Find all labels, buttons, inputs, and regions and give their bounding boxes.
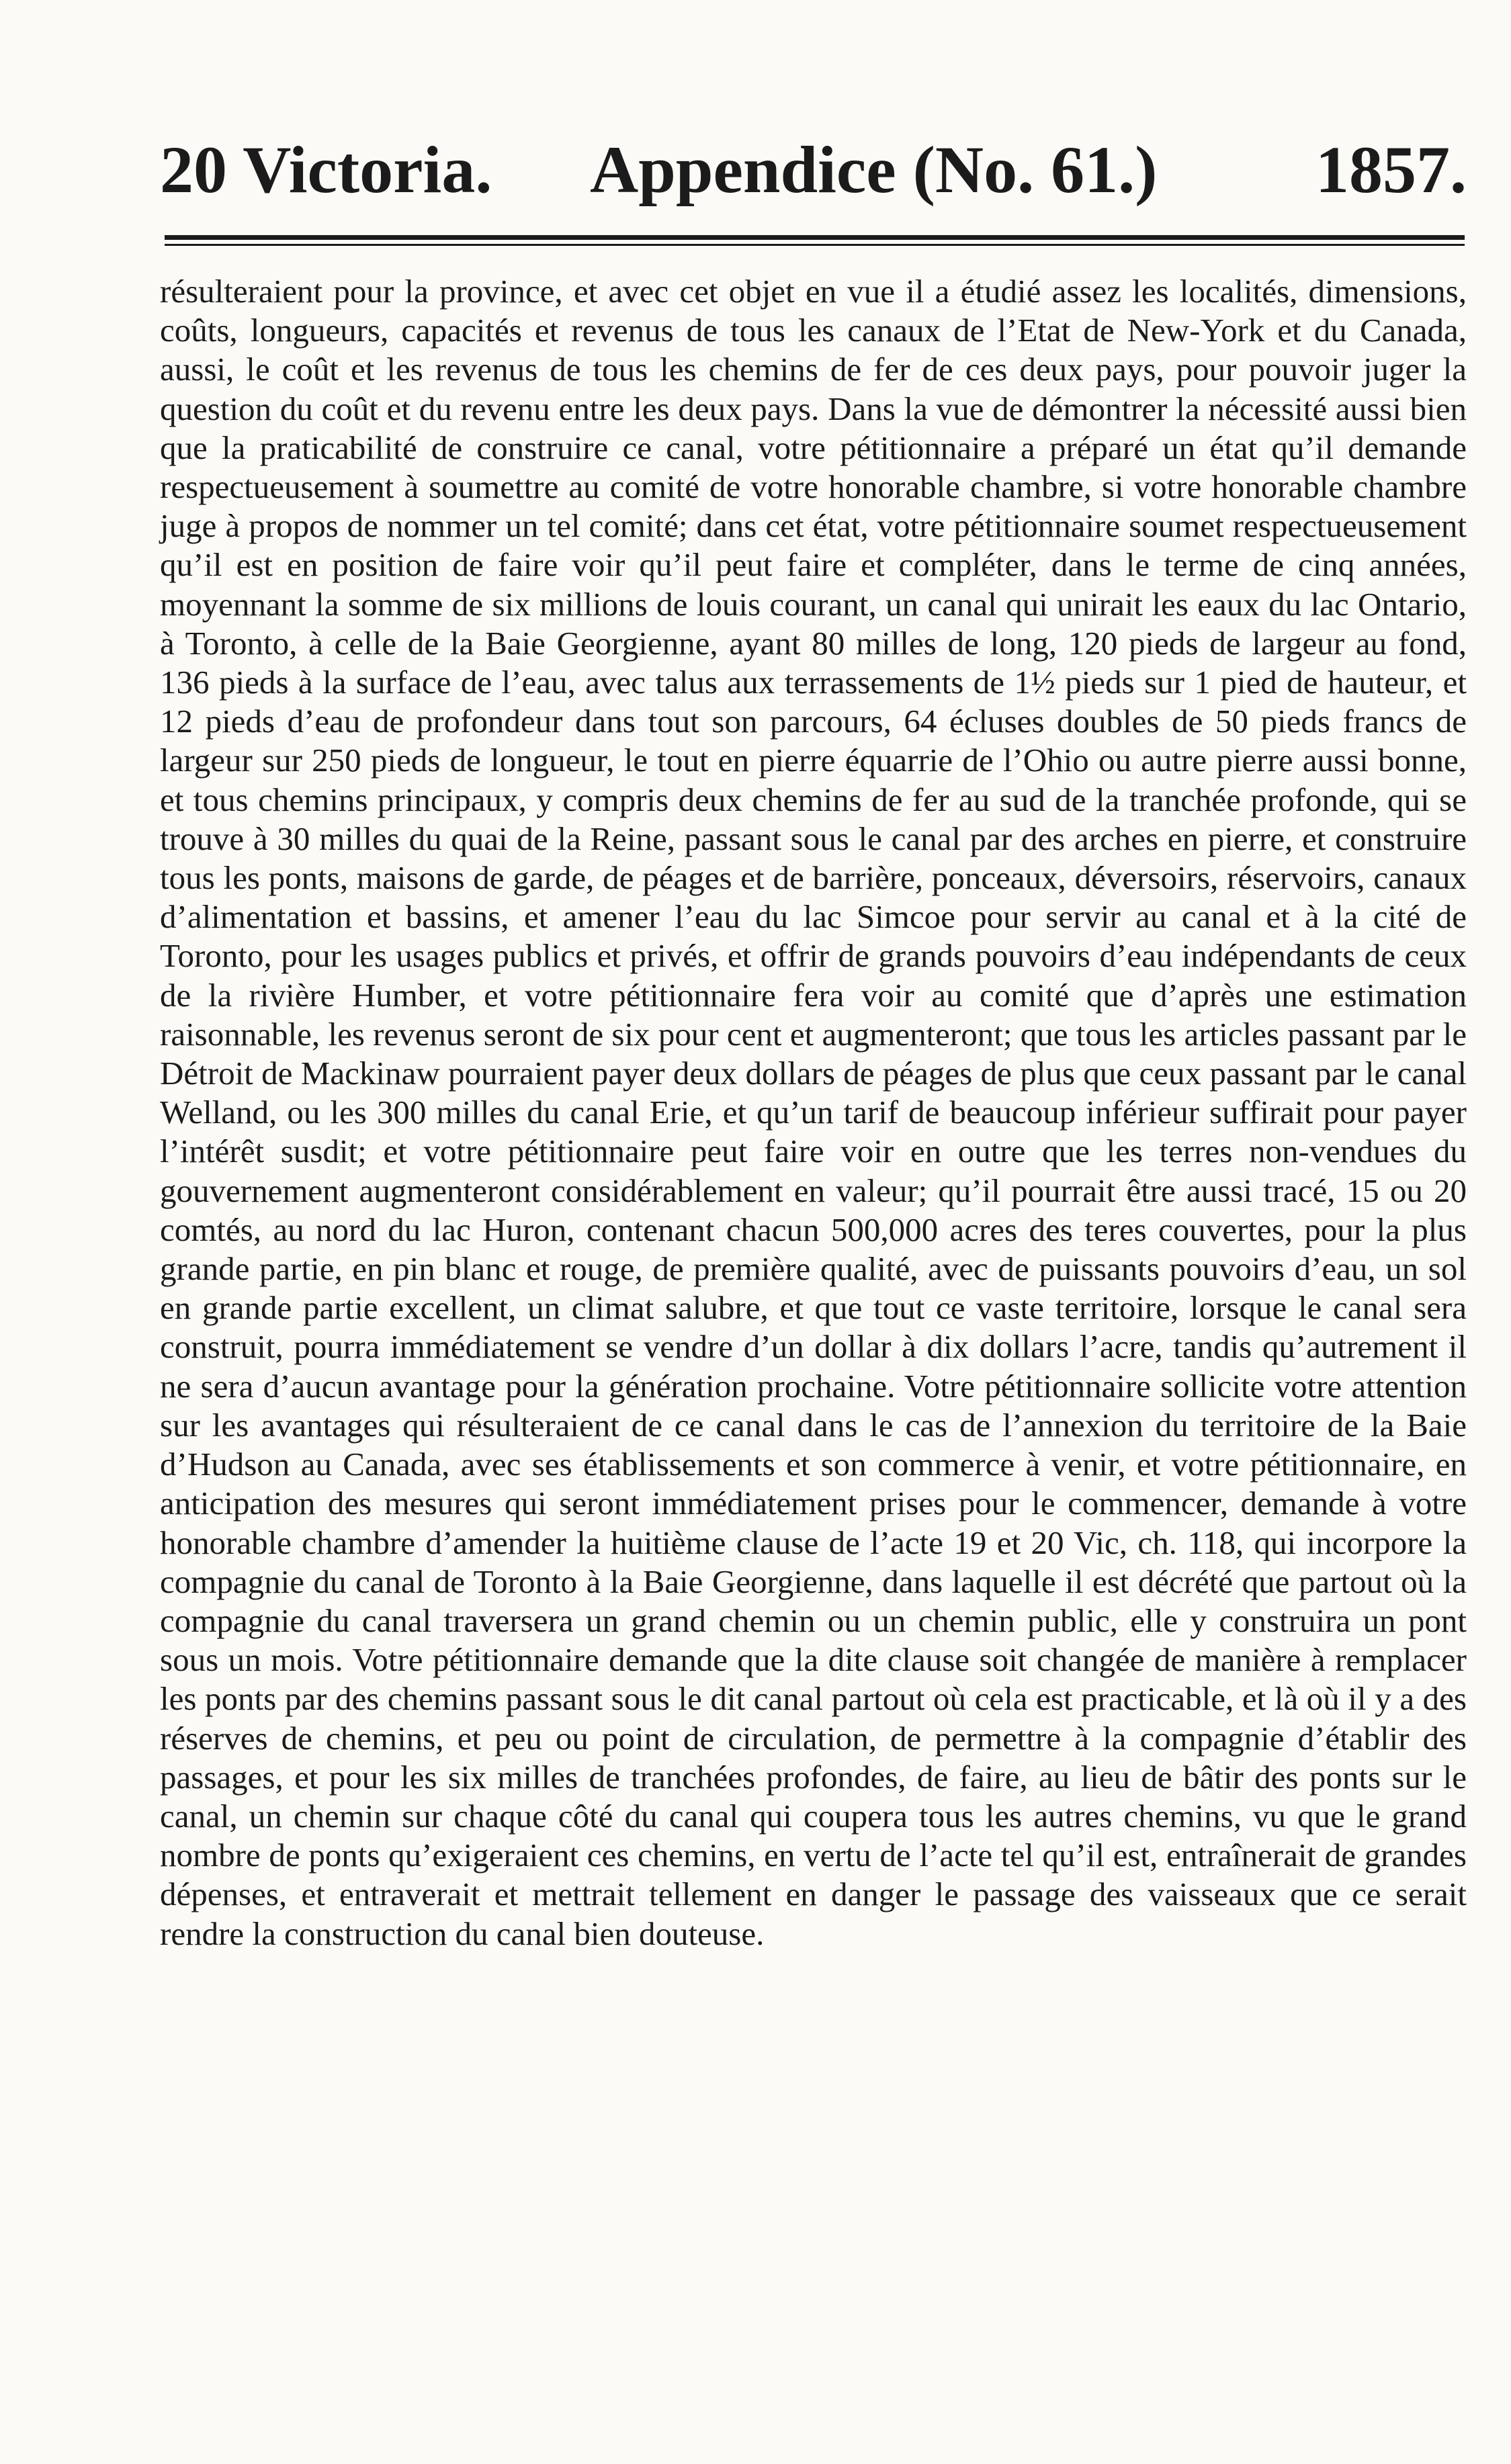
body-paragraph: résulteraient pour la province, et avec cet objet en vue il a étudié assez les localités, dimensions, coûts, longueurs, capacités et revenus de tous les canaux de l’Etat de New-York et du Canada, aussi, le coût et les revenus de tous les chemins de fer de ces deux pays, pour pouvoir juger la question du coût et du revenu entre les deux pays. Dans la vue de démontrer la nécessité aussi bien que la praticabilité de construire ce canal, votre pétitionnaire a préparé un état qu’il demande respectueusement à soumettre au comité de votre honorable chambre, si votre honorable chambre juge à propos de nommer un tel comité; dans cet état, votre pétitionnaire soumet respectueusement qu’il est en position de faire voir qu’il peut faire et compléter, dans le terme de cinq années, moyennant la somme de six millions de louis courant, un canal qui unirait les eaux du lac Ontario, à Toronto, à celle de la Baie Georgienne, ayant 80 milles de long, 120 pieds de largeur au fond, 136 pieds à la surface de l’eau, avec talus aux terrassements de 1½ pieds sur 1 pied de hauteur, et 12 pieds d’eau de profondeur dans tout son parcours, 64 écluses doubles de 50 pieds francs de largeur sur 250 pieds de longueur, le tout en pierre équarrie de l’Ohio ou autre pierre aussi bonne, et tous chemins principaux, y compris deux chemins de fer au sud de la tranchée profonde, qui se trouve à 30 milles du quai de la Reine, passant sous le canal par des arches en pierre, et construire tous les ponts, maisons de garde, de péages et de barrière, ponceaux, déversoirs, réservoirs, canaux d’alimentation et bassins, et amener l’eau du lac Simcoe pour servir au canal et à la cité de Toronto, pour les usages publics et privés, et offrir de grands pouvoirs d’eau indépendants de ceux de la rivière Humber, et votre pétitionnaire fera voir au comité que d’après une estimation raisonnable, les revenus seront de six pour cent et augmenteront; que tous les articles passant par le Détroit de Mackinaw pourraient payer deux dollars de péages de plus que ceux passant par le canal Welland, ou les 300 milles du canal Erie, et qu’un tarif de beaucoup inférieur suffirait pour payer l’intérêt susdit; et votre pétitionnaire peut faire voir en outre que les terres non-vendues du gouvernement augmenteront considérablement en valeur; qu’il pourrait être aussi tracé, 15 ou 20 comtés, au nord du lac Huron, contenant chacun 500,000 acres des teres couvertes, pour la plus grande partie, en pin blanc et rouge, de première qualité, avec de puissants pouvoirs d’eau, un sol en grande partie excellent, un climat salubre, et que tout ce vaste territoire, lorsque le canal sera construit, pourra immédiatement se vendre d’un dollar à dix dollars l’acre, tandis qu’autrement il ne sera d’aucun avantage pour la génération prochaine. Votre pétitionnaire sollicite votre attention sur les avantages qui résulteraient de ce canal dans le cas de l’annexion du territoire de la Baie d’Hudson au Canada, avec ses établissements et son commerce à venir, et votre pétitionnaire, en anticipation des mesures qui seront immédiatement prises pour le commencer, demande à votre honorable chambre d’amender la huitième clause de l’acte 19 et 20 Vic, ch. 118, qui incorpore la compagnie du canal de Toronto à la Baie Georgienne, dans laquelle il est décrété que partout où la compagnie du canal traversera un grand chemin ou un chemin public, elle y construira un pont sous un mois. Votre pétitionnaire demande que la dite clause soit changée de manière à remplacer les ponts par des chemins passant sous le dit canal partout où cela est practicable, et là où il y a des réserves de chemins, et peu ou point de circulation, de permettre à la compagnie d’établir des passages, et pour les six milles de tranchées profondes, de faire, au lieu de bâtir des ponts sur le canal, un chemin sur chaque côté du canal qui coupera tous les autres chemins, vu que le grand nombre de ponts qu’exigeraient ces chemins, en vertu de l’acte tel qu’il est, entraînerait de grandes dépenses, et entraverait et mettrait tellement en danger le passage des vaisseaux que ce serait rendre la construction du canal bien douteuse. bbox=[160, 273, 1467, 1952]
header-appendix-title: Appendice (No. 61.) bbox=[590, 132, 1158, 207]
header-session: 20 Victoria. bbox=[160, 132, 492, 207]
page-header bbox=[160, 120, 1467, 220]
header-rule-thick bbox=[165, 235, 1465, 240]
header-year: 1857. bbox=[1315, 132, 1467, 207]
header-rule-thin bbox=[165, 244, 1465, 246]
